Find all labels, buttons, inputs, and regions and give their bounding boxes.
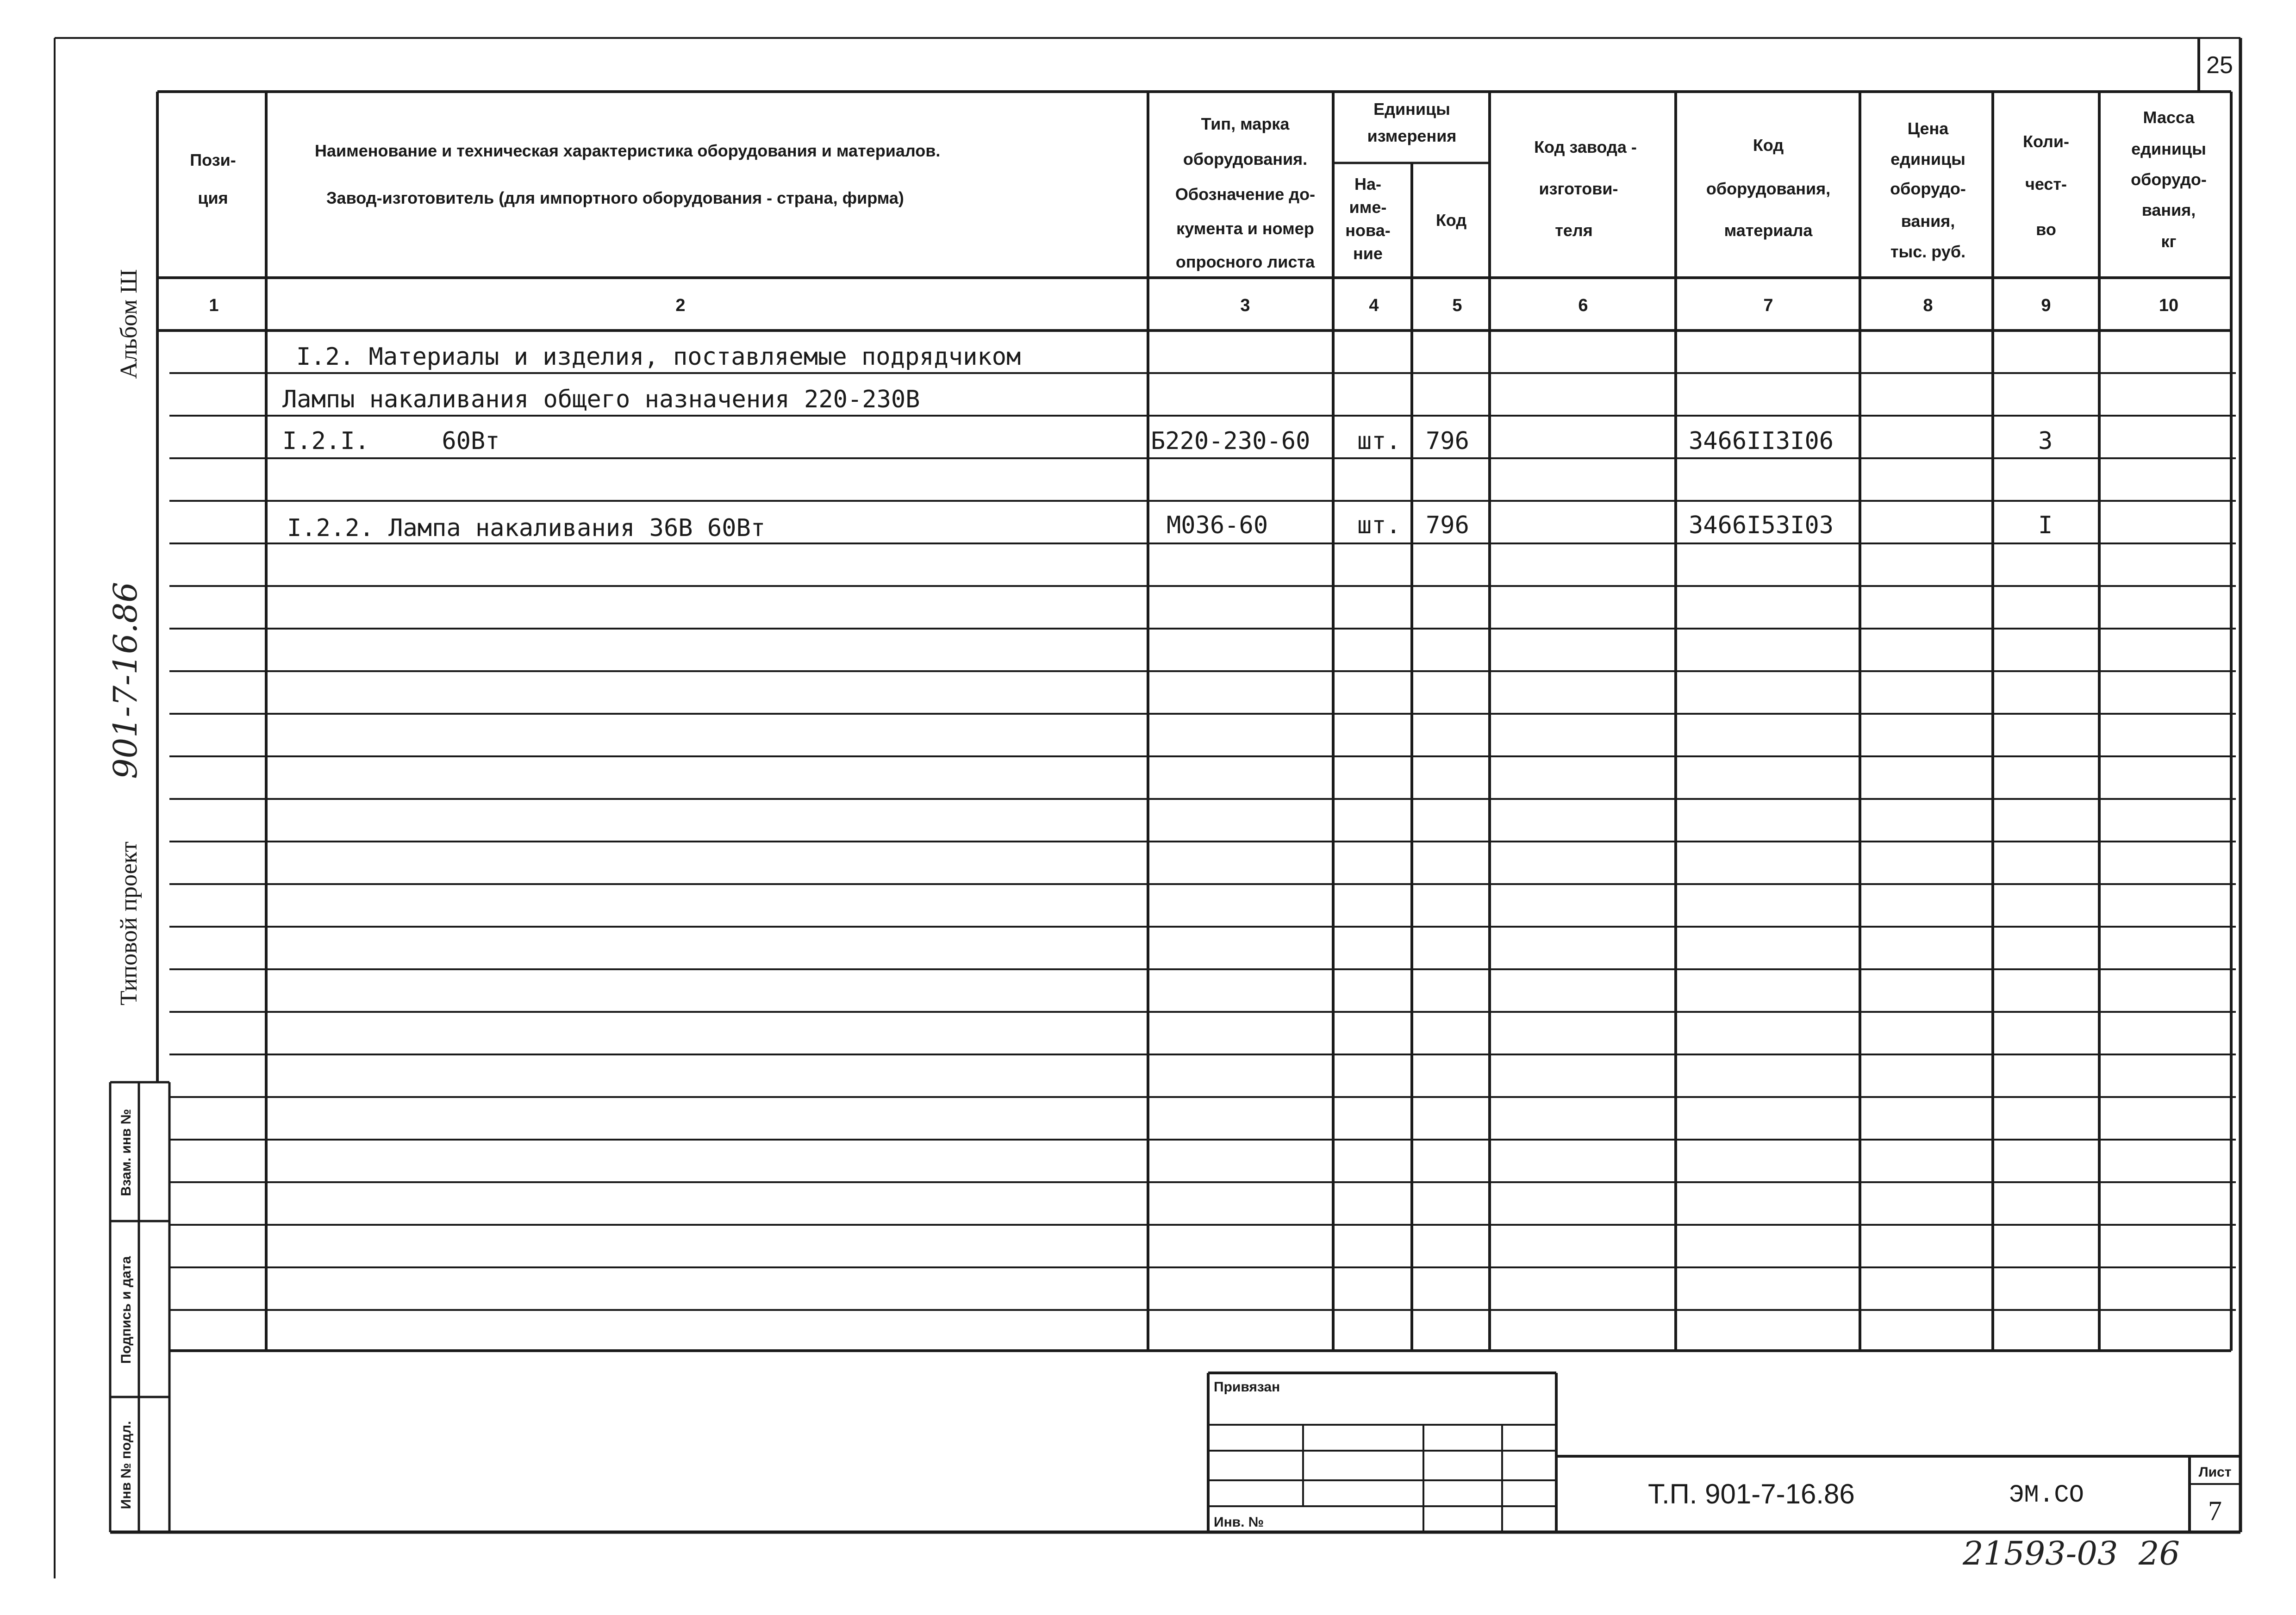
column-number-row: [209, 296, 2178, 315]
page-number-box: [2199, 38, 2233, 92]
header-col-1-line-2: ция: [198, 188, 228, 207]
bound-label: Привязан: [1214, 1379, 1280, 1395]
header-col-3-line-3: Обозначение до-: [1175, 185, 1316, 204]
row-3-unit: шт.: [1357, 427, 1401, 455]
header-col-8-line-5: тыс. руб.: [1890, 242, 1966, 261]
row-2-name: Лампы накаливания общего назначения 220-230В: [282, 386, 920, 413]
header-col-4-line-4: ние: [1353, 244, 1383, 263]
sheet-number: 7: [2208, 1496, 2222, 1526]
header-col-10-line-1: Масса: [2143, 108, 2195, 127]
units-group-line-2: измерения: [1367, 126, 1457, 145]
row-3-code: 796: [1426, 427, 1469, 455]
header-col-6-line-3: теля: [1555, 221, 1593, 240]
inv-number-label: Инв. №: [1214, 1515, 1264, 1530]
header-col-10-line-4: вания,: [2141, 200, 2196, 219]
header-col-8-line-1: Цена: [1907, 119, 1949, 138]
header-col-2-line-2: Завод-изготовитель (для импортного оборудования - страна, фирма): [326, 188, 904, 207]
row-5-name: I.2.2. Лампа накаливания 36В 60Вт: [287, 514, 766, 542]
col-num-10: 10: [2159, 296, 2179, 315]
header-col-2-line-1: Наименование и техническая характеристика оборудования и материалов.: [315, 141, 941, 160]
col-num-2: 2: [675, 296, 686, 315]
table-grid: [157, 92, 2236, 1351]
header-col-7-line-2: оборудования,: [1706, 179, 1831, 198]
row-5-qty: I: [2038, 511, 2053, 539]
document-designation: Т.П. 901-7-16.86: [1648, 1478, 1855, 1509]
col-num-8: 8: [1923, 296, 1933, 315]
col-num-4: 4: [1369, 296, 1379, 315]
col-num-3: 3: [1240, 296, 1250, 315]
sheet-label: Лист: [2198, 1465, 2232, 1480]
header-col-1-line-1: Пози-: [190, 150, 236, 169]
header-col-10-line-2: единицы: [2131, 139, 2206, 158]
header-col-6-line-2: изготови-: [1539, 179, 1618, 198]
header-col-10-line-5: кг: [2161, 232, 2177, 251]
header-col-7-line-1: Код: [1753, 136, 1784, 155]
row-3-qty: 3: [2038, 427, 2053, 455]
footer-reference: 21593-03 26: [1963, 1534, 2180, 1572]
title-block: [1208, 1373, 2240, 1532]
header-col-10-line-3: оборудо-: [2131, 170, 2207, 189]
col-num-5: 5: [1452, 296, 1462, 315]
row-3-type: Б220-230-60: [1151, 427, 1310, 455]
header-col-9-line-1: Коли-: [2022, 132, 2070, 151]
header-col-3-line-4: кумента и номер: [1176, 219, 1314, 238]
header-col-7-line-3: материала: [1724, 221, 1813, 240]
header-col-4-line-2: име-: [1349, 198, 1387, 217]
project-label: Типовой проект: [116, 842, 142, 1005]
table-header: [190, 100, 2207, 271]
col-num-1: 1: [209, 296, 219, 315]
row-5-unit: шт.: [1357, 511, 1401, 539]
header-col-9-line-2: чест-: [2025, 175, 2067, 193]
left-stamp-strip: [110, 1082, 169, 1532]
row-5-item-code: 3466I53I03: [1689, 511, 1834, 539]
row-5-type: М036-60: [1167, 511, 1268, 539]
header-col-8-line-3: оборудо-: [1890, 179, 1966, 198]
stamp-signature-date: Подпись и дата: [119, 1256, 134, 1364]
album-label: Альбом Ш: [116, 269, 142, 379]
units-group-line-1: Единицы: [1373, 100, 1450, 118]
header-col-4-line-3: нова-: [1345, 221, 1391, 240]
row-1-name: I.2. Материалы и изделия, поставляемые подрядчиком: [296, 343, 1021, 371]
left-margin-labels: [106, 269, 144, 1005]
col-num-7: 7: [1763, 296, 1773, 315]
header-col-3-line-5: опросного листа: [1175, 252, 1315, 271]
header-col-3-line-1: Тип, марка: [1201, 114, 1290, 133]
header-col-4-line-1: На-: [1354, 175, 1382, 193]
project-code-handwritten: 901-7-16.86: [106, 582, 144, 779]
col-num-9: 9: [2041, 296, 2051, 315]
row-3-item-code: 3466II3I06: [1689, 427, 1834, 455]
row-5-code: 796: [1426, 511, 1469, 539]
stamp-replace-inv: Взам. инв №: [119, 1109, 134, 1197]
header-col-3-line-2: оборудования.: [1183, 150, 1308, 168]
header-col-8-line-2: единицы: [1890, 150, 1965, 168]
row-3-name: I.2.I. 60Вт: [282, 427, 500, 455]
header-col-5-line-1: Код: [1435, 211, 1467, 230]
col-num-6: 6: [1578, 296, 1588, 315]
header-col-8-line-4: вания,: [1901, 212, 1955, 231]
section-code: ЭМ.СО: [2009, 1481, 2084, 1509]
header-col-6-line-1: Код завода -: [1534, 137, 1637, 156]
stamp-original-inv: Инв № подл.: [119, 1421, 134, 1509]
header-col-9-line-3: во: [2036, 220, 2056, 239]
page-number: 25: [2206, 52, 2233, 79]
